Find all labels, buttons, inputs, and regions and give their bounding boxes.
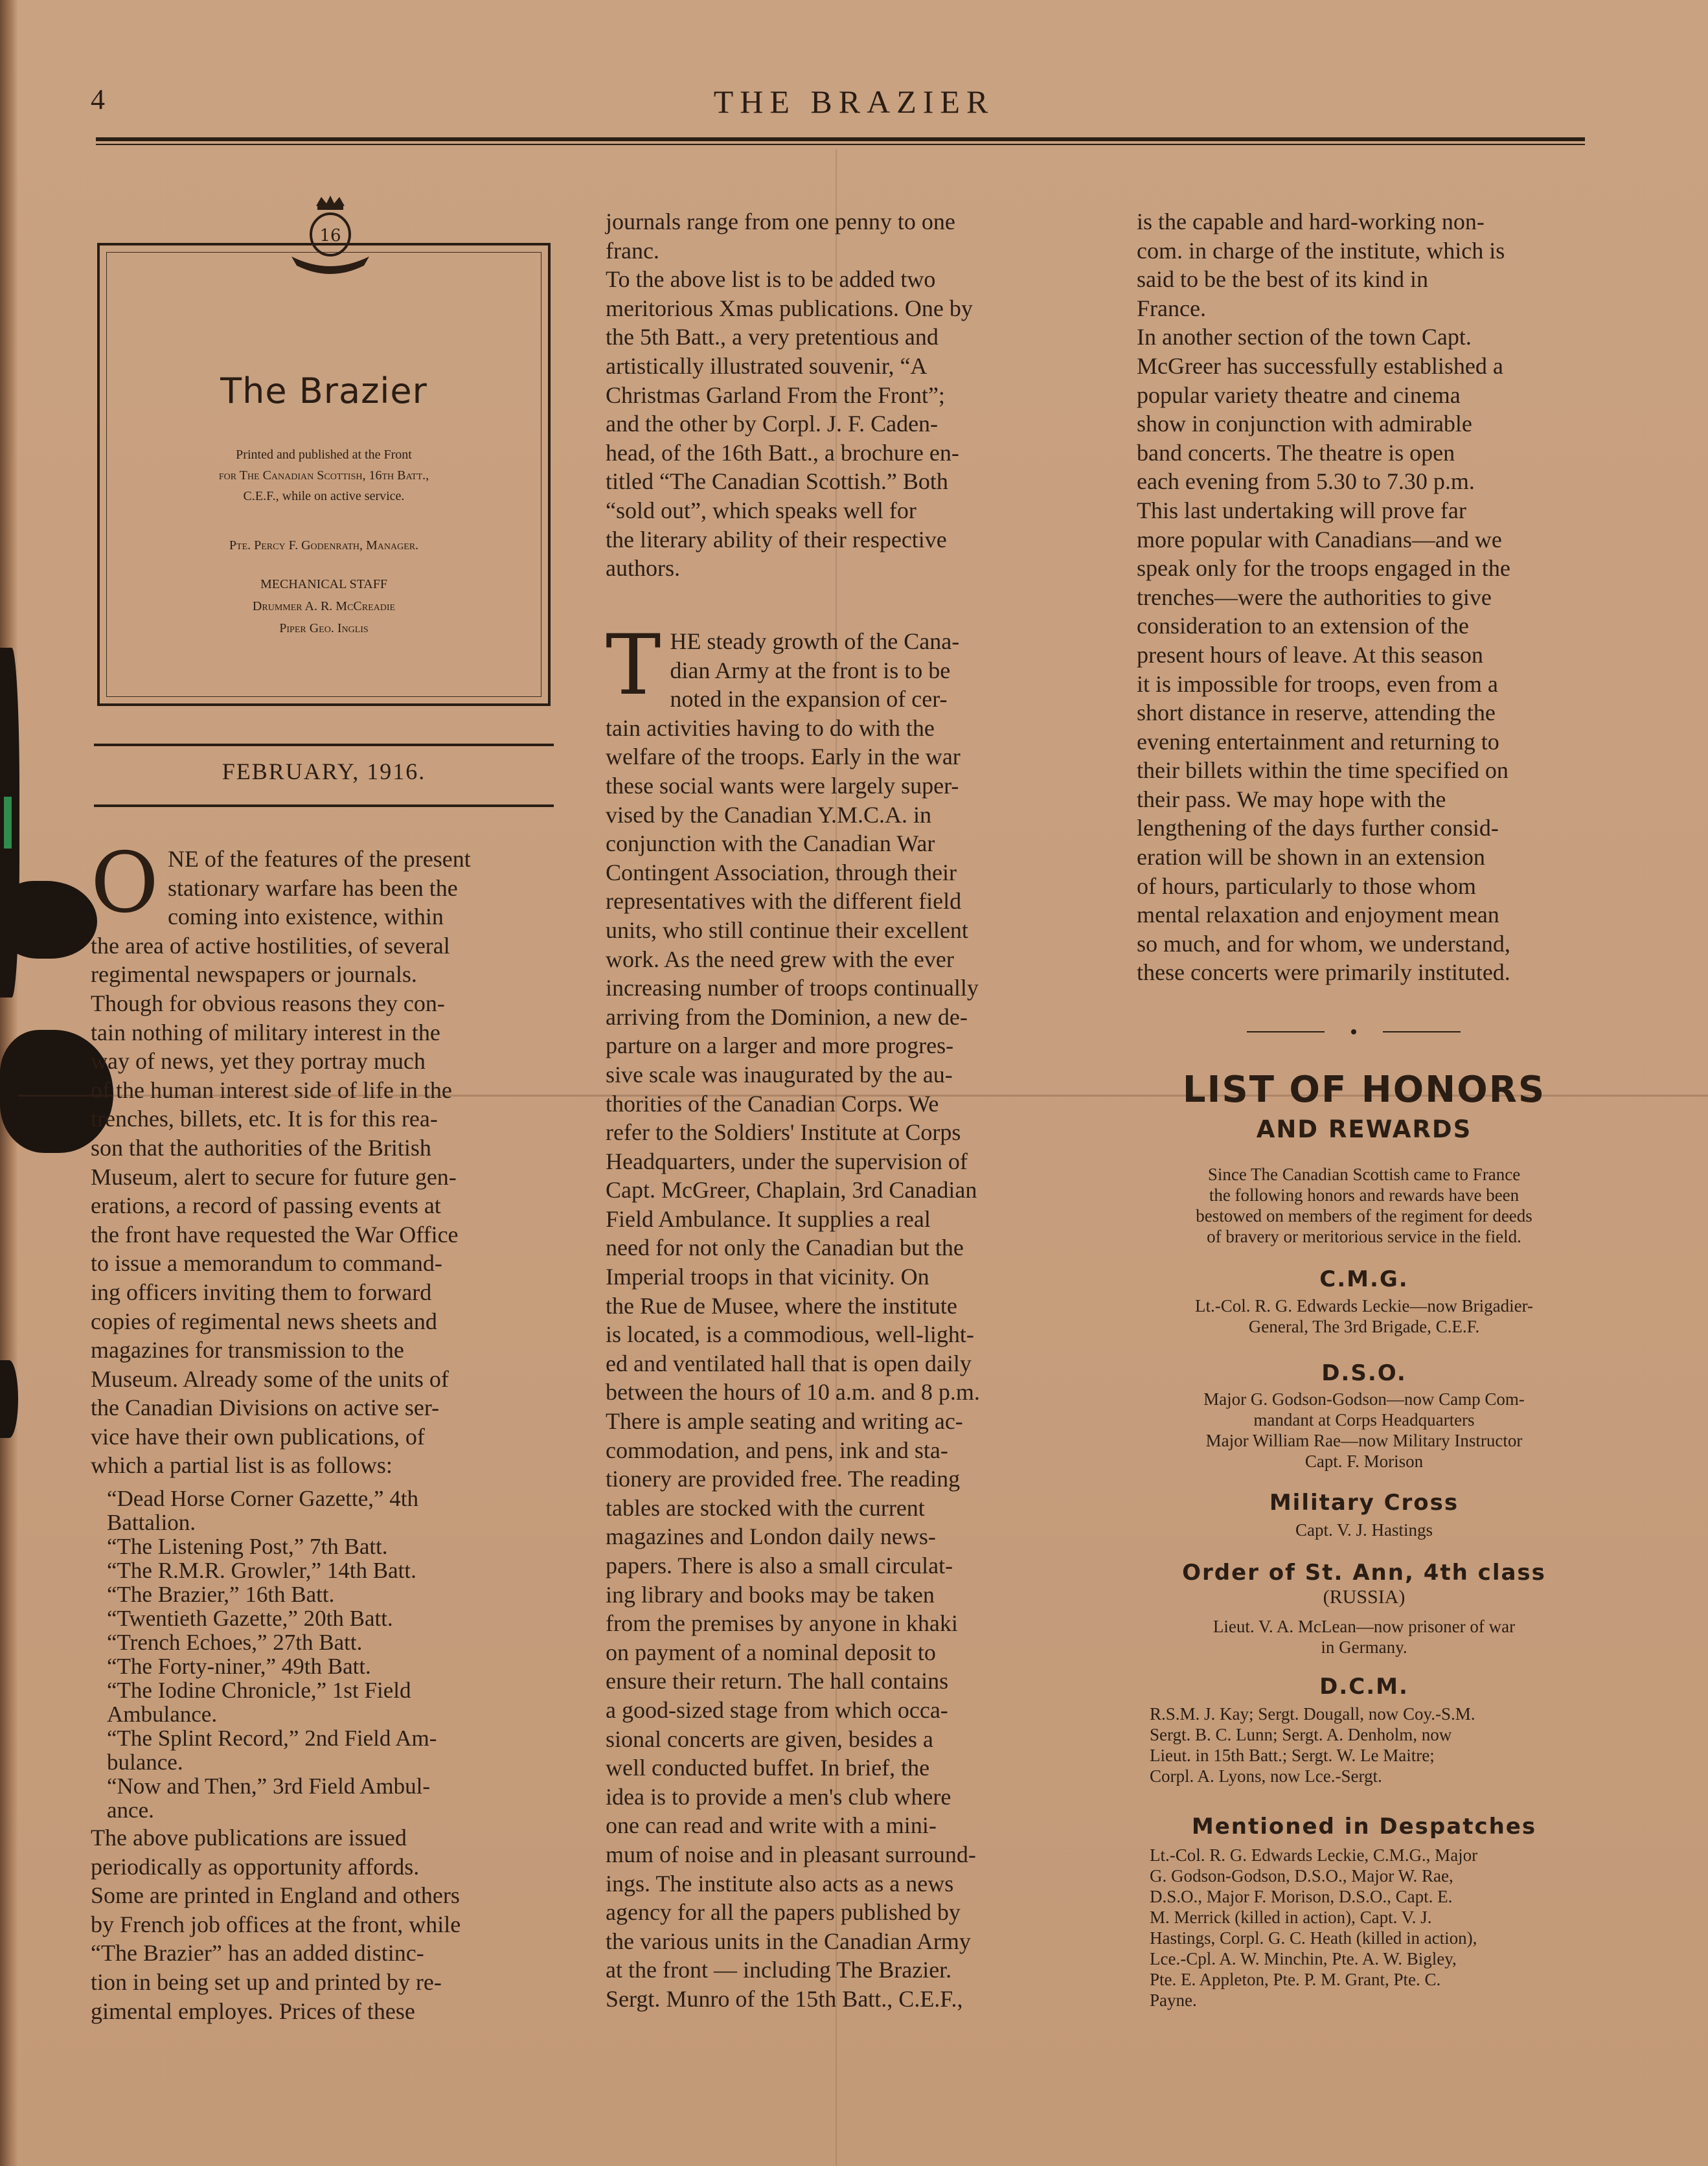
- text-line: Museum. Already some of the units of: [91, 1365, 449, 1392]
- text-line: their pass. We may hope with the: [1137, 786, 1446, 812]
- text-line: com. in charge of the institute, which is: [1137, 237, 1505, 264]
- text-line: said to be the best of its kind in: [1137, 266, 1428, 293]
- honor-recipients: [1137, 1389, 1591, 1472]
- text-line: tain activities having to do with the: [606, 714, 935, 741]
- masthead-box-title: The Brazier: [220, 370, 427, 411]
- text-line: There is ample seating and writing ac-: [606, 1408, 963, 1435]
- text-line: on payment of a nominal deposit to: [606, 1639, 936, 1665]
- publication-item: Battalion.: [107, 1510, 196, 1535]
- text-line: journals range from one penny to one: [606, 209, 955, 234]
- recipient-line: Payne.: [1150, 1990, 1197, 2010]
- honor-heading-dcm: D.C.M.: [1319, 1674, 1409, 1700]
- text-line: sive scale was inaugurated by the au-: [606, 1061, 953, 1088]
- publication-item: “The Splint Record,” 2nd Field Am-: [107, 1726, 437, 1751]
- text-line: lengthening of the days further consid-: [1137, 815, 1499, 841]
- text-line: tables are stocked with the current: [606, 1494, 925, 1521]
- publications-list: [107, 1487, 545, 1822]
- honor-heading-st-ann: Order of St. Ann, 4th class: [1182, 1560, 1546, 1586]
- text-line: Sergt. Munro of the 15th Batt., C.E.F.,: [606, 1985, 963, 2012]
- text-line: ensure their return. The hall contains: [606, 1668, 949, 1694]
- text-line: Some are printed in England and others: [91, 1882, 460, 1909]
- text-line: a good-sized stage from which occa-: [606, 1696, 948, 1723]
- text-line: of the human interest side of life in the: [91, 1077, 452, 1103]
- article-paragraph: [1137, 323, 1591, 987]
- text-line: the following honors and rewards have been: [1209, 1185, 1520, 1205]
- text-line: trenches, billets, etc. It is for this rea-: [91, 1106, 438, 1132]
- text-line: the Canadian Divisions on active ser-: [91, 1395, 440, 1421]
- text-line: more popular with Canadians—and we: [1137, 526, 1502, 553]
- recipient-line: Lieut. in 15th Batt.; Sergt. W. Le Maitre;: [1150, 1746, 1435, 1765]
- honor-recipients: [1137, 1295, 1591, 1337]
- text-line: dian Army at the front is to be: [670, 657, 951, 683]
- svg-text:16: 16: [319, 226, 341, 245]
- recipient-line: Capt. F. Morison: [1304, 1452, 1424, 1471]
- dateline: FEBRUARY, 1916.: [222, 758, 426, 784]
- honor-country: (RUSSIA): [1323, 1586, 1406, 1608]
- text-line: mental relaxation and enjoyment mean: [1137, 902, 1499, 928]
- text-line: magazines for transmission to the: [91, 1337, 404, 1363]
- text-line: need for not only the Canadian but the: [606, 1235, 964, 1261]
- text-line: Headquarters, under the supervision of: [606, 1148, 968, 1174]
- publication-item: ance.: [107, 1797, 154, 1823]
- text-line: periodically as opportunity affords.: [91, 1853, 420, 1880]
- drop-cap: O: [91, 835, 159, 931]
- text-line: papers. There is also a small circulat-: [606, 1553, 953, 1579]
- text-line: the various units in the Canadian Army: [606, 1928, 971, 1954]
- text-line: authors.: [606, 555, 680, 582]
- box-manager: Pte. Percy F. Godenrath, Manager.: [229, 538, 419, 553]
- recipient-line: General, The 3rd Brigade, C.E.F.: [1248, 1317, 1480, 1336]
- box-line: C.E.F., while on active service.: [243, 489, 405, 503]
- text-line: Imperial troops in that vicinity. On: [606, 1264, 929, 1290]
- honors-title: LIST OF HONORS: [1182, 1069, 1546, 1111]
- page-number: 4: [91, 84, 105, 115]
- text-line: Contingent Association, through their: [606, 859, 957, 885]
- text-line: so much, and for whom, we understand,: [1137, 930, 1510, 957]
- text-line: well conducted buffet. In brief, the: [606, 1755, 930, 1781]
- box-line: Printed and published at the Front: [236, 448, 412, 462]
- text-line: stationary warfare has been the: [167, 874, 458, 901]
- recipient-line: mandant at Corps Headquarters: [1253, 1410, 1475, 1430]
- text-line: to issue a memorandum to command-: [91, 1250, 442, 1277]
- text-line: ing officers inviting them to forward: [91, 1279, 432, 1305]
- text-line: from the premises by anyone in khaki: [606, 1610, 958, 1637]
- article-column-3: [1137, 207, 1591, 987]
- text-line: tion in being set up and printed by re-: [91, 1968, 442, 1995]
- text-line: In another section of the town Capt.: [1137, 324, 1472, 350]
- text-line: noted in the expansion of cer-: [670, 686, 948, 712]
- text-line: agency for all the papers published by: [606, 1899, 961, 1926]
- text-line: show in conjunction with admirable: [1137, 411, 1472, 437]
- article-paragraph: [606, 265, 1067, 583]
- text-line: ed and ventilated hall that is open daily: [606, 1350, 972, 1376]
- text-line: artistically illustrated souvenir, “A: [606, 352, 928, 379]
- text-line: which a partial list is as follows:: [91, 1452, 393, 1479]
- text-line: coming into existence, within: [167, 904, 444, 930]
- text-line: is the capable and hard-working non-: [1137, 209, 1485, 234]
- recipient-line: Lce.-Cpl. A. W. Minchin, Pte. A. W. Bigley,: [1150, 1949, 1457, 1968]
- text-line: arriving from the Dominion, a new de-: [606, 1003, 968, 1030]
- recipient-line: Lieut. V. A. McLean—now prisoner of war: [1213, 1617, 1516, 1636]
- publication-item: “Now and Then,” 3rd Field Ambul-: [107, 1773, 430, 1799]
- text-line: This last undertaking will prove far: [1137, 497, 1466, 523]
- text-line: erations, a record of passing events at: [91, 1192, 441, 1219]
- text-line: Though for obvious reasons they con-: [91, 990, 445, 1016]
- text-line: ings. The institute also acts as a news: [606, 1870, 954, 1897]
- text-line: it is impossible for troops, even from a: [1137, 670, 1498, 697]
- text-line: copies of regimental news sheets and: [91, 1308, 437, 1334]
- text-line: titled “The Canadian Scottish.” Both: [606, 468, 948, 495]
- text-line: of hours, particularly to those whom: [1137, 872, 1476, 899]
- text-line: HE steady growth of the Cana-: [670, 628, 960, 654]
- text-line: these social wants were largely super-: [606, 772, 959, 799]
- text-line: vised by the Canadian Y.M.C.A. in: [606, 801, 931, 828]
- article-column-1: [91, 835, 545, 1480]
- recipient-line: Sergt. B. C. Lunn; Sergt. A. Denholm, now: [1150, 1725, 1452, 1744]
- publication-item: “The R.M.R. Growler,” 14th Batt.: [107, 1558, 416, 1583]
- text-line: eration will be shown in an extension: [1137, 844, 1485, 871]
- text-line: of bravery or meritorious service in the field.: [1207, 1227, 1521, 1246]
- text-line: units, who still continue their excellent: [606, 917, 968, 943]
- text-line: present hours of leave. At this season: [1137, 641, 1483, 668]
- text-line: sional concerts are given, besides a: [606, 1726, 933, 1752]
- text-line: France.: [1137, 295, 1206, 321]
- publication-item: “Trench Echoes,” 27th Batt.: [107, 1630, 363, 1655]
- text-line: son that the authorities of the British: [91, 1134, 431, 1161]
- text-line: Museum, alert to secure for future gen-: [91, 1163, 457, 1190]
- text-line: trenches—were the authorities to give: [1137, 584, 1492, 610]
- honor-heading-dso: D.S.O.: [1321, 1360, 1407, 1386]
- drop-cap: T: [606, 617, 661, 714]
- box-staff: Drummer A. R. McCreadie: [252, 599, 396, 613]
- text-line: the literary ability of their respective: [606, 526, 947, 553]
- honors-intro: [1137, 1164, 1591, 1247]
- text-line: vice have their own publications, of: [91, 1423, 425, 1450]
- text-line: the front have requested the War Office: [91, 1221, 459, 1248]
- text-line: Field Ambulance. It supplies a real: [606, 1205, 931, 1232]
- recipient-line: Capt. V. J. Hastings: [1295, 1520, 1433, 1540]
- honor-recipients: [1137, 1616, 1591, 1658]
- text-line: welfare of the troops. Early in the war: [606, 744, 961, 770]
- publication-item: “The Iodine Chronicle,” 1st Field: [107, 1678, 411, 1703]
- text-line: between the hours of 10 a.m. and 8 p.m.: [606, 1379, 980, 1406]
- text-line: “sold out”, which speaks well for: [606, 497, 917, 523]
- green-mark: [4, 797, 12, 849]
- text-line: refer to the Soldiers' Institute at Corps: [606, 1119, 961, 1146]
- text-line: consideration to an extension of the: [1137, 613, 1469, 639]
- text-line: work. As the need grew with the ever: [606, 946, 954, 972]
- article-paragraph: [606, 617, 1067, 2014]
- text-line: mum of noise and in pleasant surround-: [606, 1841, 976, 1867]
- article-paragraph: [91, 1823, 545, 2025]
- text-line: band concerts. The theatre is open: [1137, 439, 1455, 466]
- text-line: thorities of the Canadian Corps. We: [606, 1090, 939, 1117]
- divider-ornament: [1247, 1029, 1461, 1035]
- text-line: “The Brazier” has an added distinc-: [91, 1940, 424, 1966]
- text-line: parture on a larger and more progres-: [606, 1032, 954, 1059]
- text-line: franc.: [606, 237, 659, 264]
- honor-heading-cmg: C.M.G.: [1319, 1266, 1409, 1292]
- text-line: short distance in reserve, attending the: [1137, 700, 1496, 726]
- text-line: To the above list is to be added two: [606, 266, 936, 293]
- honor-recipients: [1150, 1704, 1591, 1786]
- recipient-line: Pte. E. Appleton, Pte. P. M. Grant, Pte. C.: [1150, 1970, 1441, 1989]
- text-line: tionery are provided free. The reading: [606, 1466, 961, 1492]
- publication-item: “Dead Horse Corner Gazette,” 4th: [107, 1486, 419, 1511]
- publication-item: “The Forty-niner,” 49th Batt.: [107, 1654, 371, 1679]
- header-rule: [96, 137, 1585, 141]
- recipient-line: Major William Rae—now Military Instructor: [1205, 1431, 1523, 1450]
- divider: [94, 804, 554, 807]
- text-line: each evening from 5.30 to 7.30 p.m.: [1137, 468, 1475, 495]
- header-rule: [96, 144, 1585, 145]
- text-line: bestowed on members of the regiment for deeds: [1196, 1206, 1532, 1226]
- text-line: ing library and books may be taken: [606, 1581, 935, 1608]
- text-line: gimental employes. Prices of these: [91, 1998, 415, 2024]
- text-line: their billets within the time specified on: [1137, 757, 1509, 784]
- text-line: evening entertainment and returning to: [1137, 728, 1499, 755]
- recipient-line: R.S.M. J. Kay; Sergt. Dougall, now Coy.-S.M.: [1150, 1704, 1475, 1724]
- honor-recipients: [1150, 1845, 1591, 2011]
- text-line: The above publications are issued: [91, 1825, 407, 1851]
- box-line: for The Canadian Scottish, 16th Batt.,: [218, 468, 429, 483]
- publication-item: “Twentieth Gazette,” 20th Batt.: [107, 1606, 393, 1631]
- text-line: the 5th Batt., a very pretentious and: [606, 324, 939, 350]
- text-line: regimental newspapers or journals.: [91, 961, 417, 988]
- recipient-line: Corpl. A. Lyons, now Lce.-Sergt.: [1150, 1766, 1382, 1786]
- text-line: NE of the features of the present: [167, 846, 471, 872]
- text-line: popular variety theatre and cinema: [1137, 382, 1461, 408]
- article-column-2: [606, 207, 1067, 583]
- box-staff-heading: MECHANICAL STAFF: [260, 577, 387, 591]
- honor-recipients: [1137, 1520, 1591, 1540]
- text-line: Since The Canadian Scottish came to France: [1207, 1165, 1521, 1184]
- text-line: representatives with the different field: [606, 888, 962, 915]
- publication-item: “The Listening Post,” 7th Batt.: [107, 1534, 388, 1559]
- text-line: increasing number of troops continually: [606, 975, 979, 1001]
- text-line: conjunction with the Canadian War: [606, 830, 935, 857]
- recipient-line: Hastings, Corpl. G. C. Heath (killed in action),: [1150, 1928, 1477, 1948]
- text-line: idea is to provide a men's club where: [606, 1783, 951, 1810]
- text-line: the Rue de Musee, where the institute: [606, 1292, 957, 1319]
- text-line: Capt. McGreer, Chaplain, 3rd Canadian: [606, 1177, 977, 1203]
- article-soldiers-institute: [606, 617, 1067, 2014]
- recipient-line: Major G. Godson-Godson—now Camp Com-: [1203, 1389, 1525, 1409]
- text-line: Christmas Garland From the Front”;: [606, 382, 945, 408]
- article-paragraph: [606, 207, 1067, 265]
- recipient-line: Lt.-Col. R. G. Edwards Leckie, C.M.G., Major: [1150, 1845, 1478, 1865]
- text-line: and the other by Corpl. J. F. Caden-: [606, 411, 939, 437]
- text-line: at the front — including The Brazier.: [606, 1957, 952, 1983]
- honor-heading-mentioned: Mentioned in Despatches: [1191, 1814, 1537, 1840]
- publication-item: “The Brazier,” 16th Batt.: [107, 1582, 335, 1607]
- text-line: head, of the 16th Batt., a brochure en-: [606, 439, 959, 466]
- article-paragraph: [91, 835, 545, 1480]
- publication-item: Ambulance.: [107, 1702, 218, 1727]
- text-line: one can read and write with a mini-: [606, 1812, 937, 1839]
- honors-subtitle: AND REWARDS: [1256, 1115, 1472, 1143]
- publication-item: bulance.: [107, 1750, 183, 1775]
- recipient-line: in Germany.: [1321, 1637, 1407, 1657]
- text-line: magazines and London daily news-: [606, 1523, 936, 1550]
- honor-heading-mc: Military Cross: [1269, 1490, 1459, 1516]
- text-line: way of news, yet they portray much: [91, 1048, 426, 1075]
- recipient-line: D.S.O., Major F. Morison, D.S.O., Capt. E.: [1150, 1887, 1453, 1906]
- text-line: tain nothing of military interest in the: [91, 1019, 440, 1045]
- divider: [94, 744, 554, 746]
- page-title: THE BRAZIER: [713, 84, 995, 120]
- text-line: these concerts were primarily instituted.: [1137, 959, 1510, 986]
- text-line: is located, is a commodious, well-light-: [606, 1321, 974, 1348]
- article-paragraph: [1137, 207, 1591, 323]
- text-line: meritorious Xmas publications. One by: [606, 295, 973, 321]
- regimental-crest-icon: [279, 194, 382, 279]
- box-staff: Piper Geo. Inglis: [279, 621, 369, 635]
- torn-edge: [0, 1360, 18, 1438]
- torn-edge: [0, 881, 97, 959]
- text-line: by French job offices at the front, while: [91, 1911, 461, 1937]
- recipient-line: G. Godson-Godson, D.S.O., Major W. Rae,: [1150, 1866, 1453, 1886]
- recipient-line: Lt.-Col. R. G. Edwards Leckie—now Brigadier-: [1194, 1296, 1534, 1316]
- text-line: the area of active hostilities, of several: [91, 932, 450, 959]
- text-line: commodation, and pens, ink and sta-: [606, 1437, 948, 1463]
- text-line: McGreer has successfully established a: [1137, 352, 1503, 379]
- text-line: speak only for the troops engaged in the: [1137, 555, 1510, 582]
- recipient-line: M. Merrick (killed in action), Capt. V. J.: [1150, 1908, 1432, 1927]
